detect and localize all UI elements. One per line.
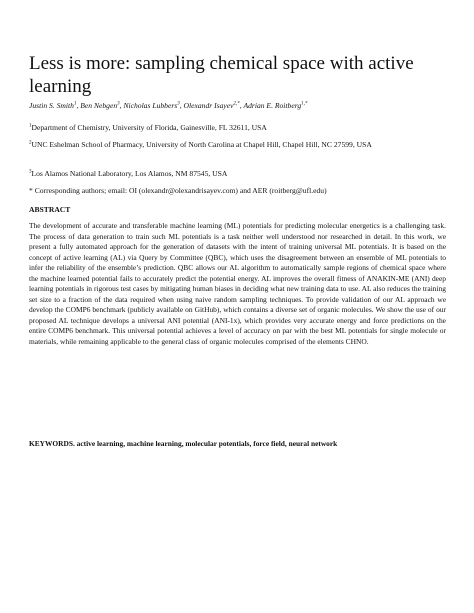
affiliation-3: $^3$Los Alamos National Laboratory, Los Alamos, NM 87545, USA [29,169,228,178]
abstract-heading: ABSTRACT [29,205,71,214]
author-1: Justin S. Smith$^1$, [29,101,81,110]
keywords-line: KEYWORDS. active learning, machine learning, molecular potentials, force field, neural network [29,439,338,448]
author-4: Olexandr Isayev$^{2,*}$, [183,101,244,110]
author-list [29,101,459,111]
abstract-body: The development of accurate and transferable machine learning (ML) potentials for predicting molecular energetics is a challenging task. The process of data generation to train such ML potentials is a task neither well understood nor researched in detail. In this work, we present a fully automated approach for the generation of datasets with the intent of training universal ML potentials. It is based on the concept of active learning (AL) via Query by Committee (QBC), which uses the disagreement between an ensemble of ML potentials to infer the reliability of the ensemble’s prediction. QBC allows our AL algorithm to automatically sample regions of chemical space where the machine learned potential fails to accurately predict the potential energy. AL improves the overall fitness of ANAKIN-ME (ANI) deep learning potentials in rigorous test cases by mitigating human biases in deciding what new training data to use. AL also reduces the training set size to a fraction of the data required when using naive random sampling techniques. To provide validation of our AL approach we develop the COMP6 benchmark (publicly available on GitHub), which contains a diverse set of organic molecules. We show the use of our proposed AL technique develops a universal ANI potential (ANI-1x), which provides very accurate energy and force predictions on the entire COMP6 benchmark. This universal potential achieves a level of accuracy on par with the best ML potentials for single molecule or materials, while remaining applicable to the general class of organic molecules comprised of the elements CHNO. [29,221,446,346]
paper-title: Less is more: sampling chemical space with active learning [29,53,414,97]
author-2: Ben Nebgen$^3$, [80,101,124,110]
affiliation-2: $^2$UNC Eshelman School of Pharmacy, University of North Carolina at Chapel Hill, Chapel Hill, NC 27599, USA [29,140,372,149]
corresponding-authors-note: * Corresponding authors; email: OI (olexandr@olexandrisayev.com) and AER (roitberg@ufl.edu) [29,186,327,195]
author-3: Nicholas Lubbers$^3$, [123,101,184,110]
author-5: Adrian E. Roitberg$^{1,*}$ [243,101,308,110]
affiliation-1: $^1$Department of Chemistry, University of Florida, Gainesville, FL 32611, USA [29,123,267,132]
